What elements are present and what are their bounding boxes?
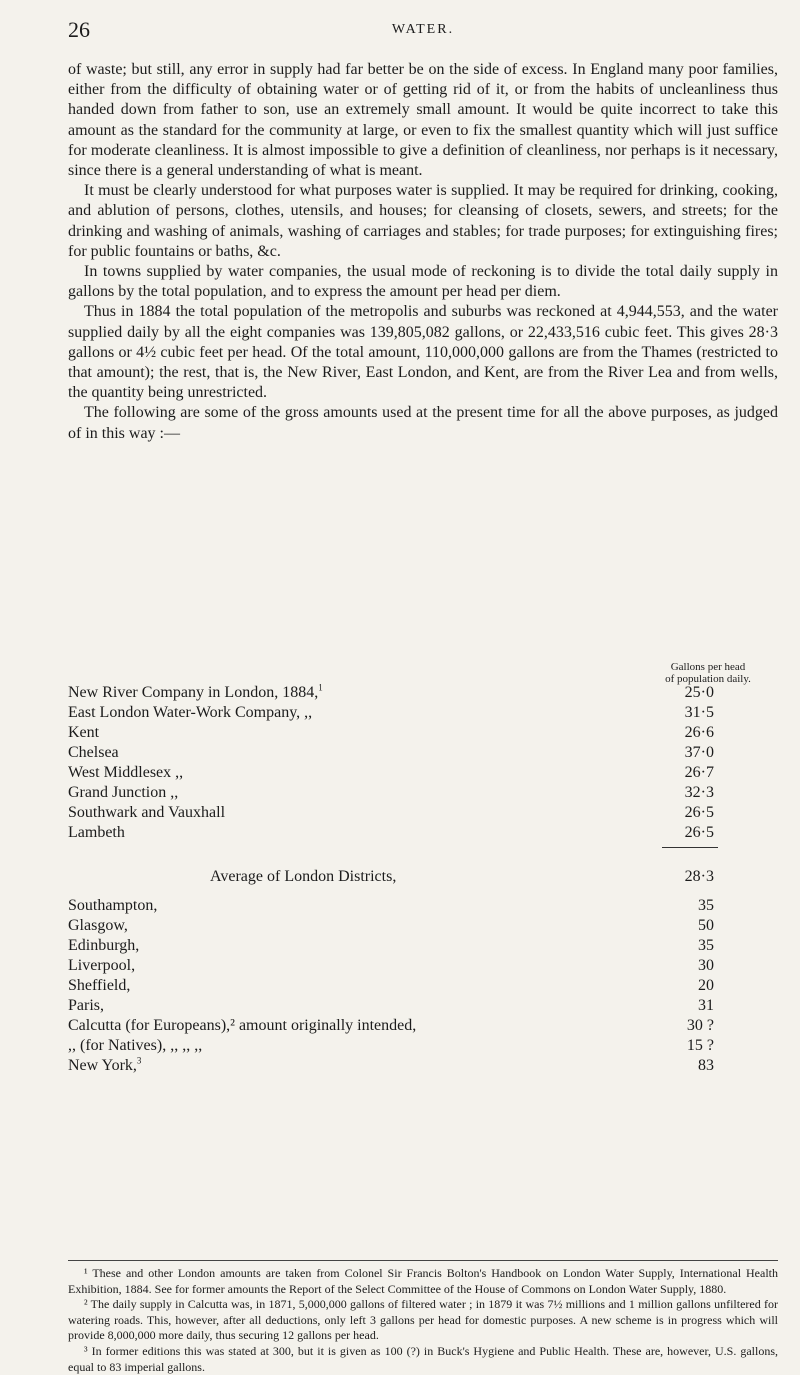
row-label-text: New York, xyxy=(68,1057,137,1074)
footnote-divider xyxy=(68,1260,778,1261)
average-row xyxy=(68,867,778,887)
row-label: Paris, xyxy=(68,997,104,1014)
row-value: 26·7 xyxy=(684,764,714,781)
row-label: Southwark and Vauxhall xyxy=(68,804,226,821)
table-row xyxy=(68,823,778,843)
row-label: Southampton, xyxy=(68,897,158,914)
row-label: Edinburgh, xyxy=(68,937,140,954)
table-row xyxy=(68,783,778,803)
row-value: 32·3 xyxy=(684,784,714,801)
running-head: WATER. xyxy=(391,22,455,37)
row-value: 30 ? xyxy=(686,1017,714,1034)
body-text xyxy=(68,60,778,444)
row-value: 20 xyxy=(698,977,714,994)
paragraph: It must be clearly understood for what purposes water is supplied. It may be required for drinking, cooking, and ablution of persons, clothes, utensils, and houses; for cleansing of closets, sewers, and streets; for the drinking and washing of animals, washing of carriages and stables; for trade purposes; for extinguishing fires; for public fountains or baths, &c. xyxy=(68,182,778,260)
table-row xyxy=(68,976,778,996)
paragraph: Thus in 1884 the total population of the metropolis and suburbs was reckoned at 4,944,553, and the water supplied daily by all the eight companies was 139,805,082 gallons, or 22,433,516 cubic feet. This gives 28·3 gallons or 4½ cubic feet per head. Of the total amount, 110,000,000 gallons are from the Thames (restricted to that amount); the rest, that is, the New River, East London, and Kent, are from the River Lea and from wells, the quantity being unrestricted. xyxy=(68,303,778,402)
average-label: Average of London Districts, xyxy=(210,868,397,885)
row-label xyxy=(68,683,323,703)
table-row xyxy=(68,1016,778,1036)
row-value: 26·5 xyxy=(684,804,714,821)
row-label: ,, (for Natives), ,, ,, ,, xyxy=(68,1037,203,1054)
row-value: 31·5 xyxy=(684,704,714,721)
table-row xyxy=(68,996,778,1016)
average-value: 28·3 xyxy=(684,868,714,885)
paragraph: In towns supplied by water companies, the usual mode of reckoning is to divide the total daily supply in gallons by the total population, and to express the amount per head per diem. xyxy=(68,263,778,301)
row-label: Kent xyxy=(68,724,100,741)
row-value: 15 ? xyxy=(686,1037,714,1054)
row-label: West Middlesex ,, xyxy=(68,764,184,781)
table-row xyxy=(68,743,778,763)
row-value: 35 xyxy=(698,937,714,954)
row-label: Sheffield, xyxy=(68,977,131,994)
row-label: Liverpool, xyxy=(68,957,136,974)
footnote: ¹ These and other London amounts are taken from Colonel Sir Francis Bolton's Handbook on London Water Supply, International Health Exhibition, 1884. See for former amounts the Report of the Select Committee of the House of Commons on London Water Supply, 1880. xyxy=(68,1266,778,1296)
row-value: 31 xyxy=(698,997,714,1014)
table-row xyxy=(68,1036,778,1056)
row-label: Grand Junction ,, xyxy=(68,784,179,801)
table-row xyxy=(68,1056,778,1076)
paragraph: of waste; but still, any error in supply had far better be on the side of excess. In England many poor families, either from the difficulty of obtaining water or of getting rid of it, or from the habits of uncleanliness thus handed down from father to son, use an extremely small amount. It would be quite incorrect to take this amount as the standard for the community at large, or even to fix the smallest quantity which will just suffice for moderate cleanliness. It is almost impossible to give a definition of cleanliness, nor perhaps is it necessary, since there is a general understanding of what is meant. xyxy=(68,61,778,180)
table-row xyxy=(68,763,778,783)
footnote-ref: 3 xyxy=(136,1055,142,1066)
footnote-ref: 1 xyxy=(318,682,323,693)
table-row xyxy=(68,896,778,916)
row-label-text: New River Company in London, 1884, xyxy=(68,684,319,701)
column-heading-line: of population daily. xyxy=(665,673,751,685)
table-row xyxy=(68,936,778,956)
page-number: 26 xyxy=(68,17,90,42)
row-value: 26·6 xyxy=(684,724,714,741)
row-value: 37·0 xyxy=(684,744,714,761)
table-row xyxy=(68,703,778,723)
row-label: Lambeth xyxy=(68,824,125,841)
table-row xyxy=(68,803,778,823)
row-value: 25·0 xyxy=(684,684,714,701)
footnotes xyxy=(68,1266,778,1375)
total-rule xyxy=(662,847,718,848)
footnote: ² The daily supply in Calcutta was, in 1871, 5,000,000 gallons of filtered water ; in 1879 it was 7½ millions and 1 million gallons unfiltered for watering roads. This, however, after all deductions, only left 3 gallons per head for domestic purposes. A new scheme is in progress which will provide 8,000,000 more daily, thus securing 12 gallons per head. xyxy=(68,1297,778,1343)
row-label: Chelsea xyxy=(68,744,119,761)
column-heading-line: Gallons per head xyxy=(670,661,746,673)
page-header xyxy=(68,0,778,50)
table-row xyxy=(68,956,778,976)
row-label: Calcutta (for Europeans),² amount originally intended, xyxy=(68,1017,417,1034)
table-row xyxy=(68,723,778,743)
table-row xyxy=(68,916,778,936)
column-heading xyxy=(638,661,778,685)
row-value: 35 xyxy=(698,897,714,914)
row-label: East London Water-Work Company, ,, xyxy=(68,704,313,721)
row-value: 26·5 xyxy=(684,824,714,841)
table-row xyxy=(68,683,778,703)
row-value: 30 xyxy=(698,957,714,974)
row-label: Glasgow, xyxy=(68,917,128,934)
row-value: 83 xyxy=(698,1057,714,1074)
paragraph: The following are some of the gross amounts used at the present time for all the above purposes, as judged of in this way :— xyxy=(68,404,778,442)
book-page xyxy=(68,0,778,1374)
footnote: ³ In former editions this was stated at 300, but it is given as 100 (?) in Buck's Hygiene and Public Health. These are, however, U.S. gallons, equal to 83 imperial gallons. xyxy=(68,1343,778,1374)
row-value: 50 xyxy=(698,917,714,934)
row-label xyxy=(68,1056,141,1076)
